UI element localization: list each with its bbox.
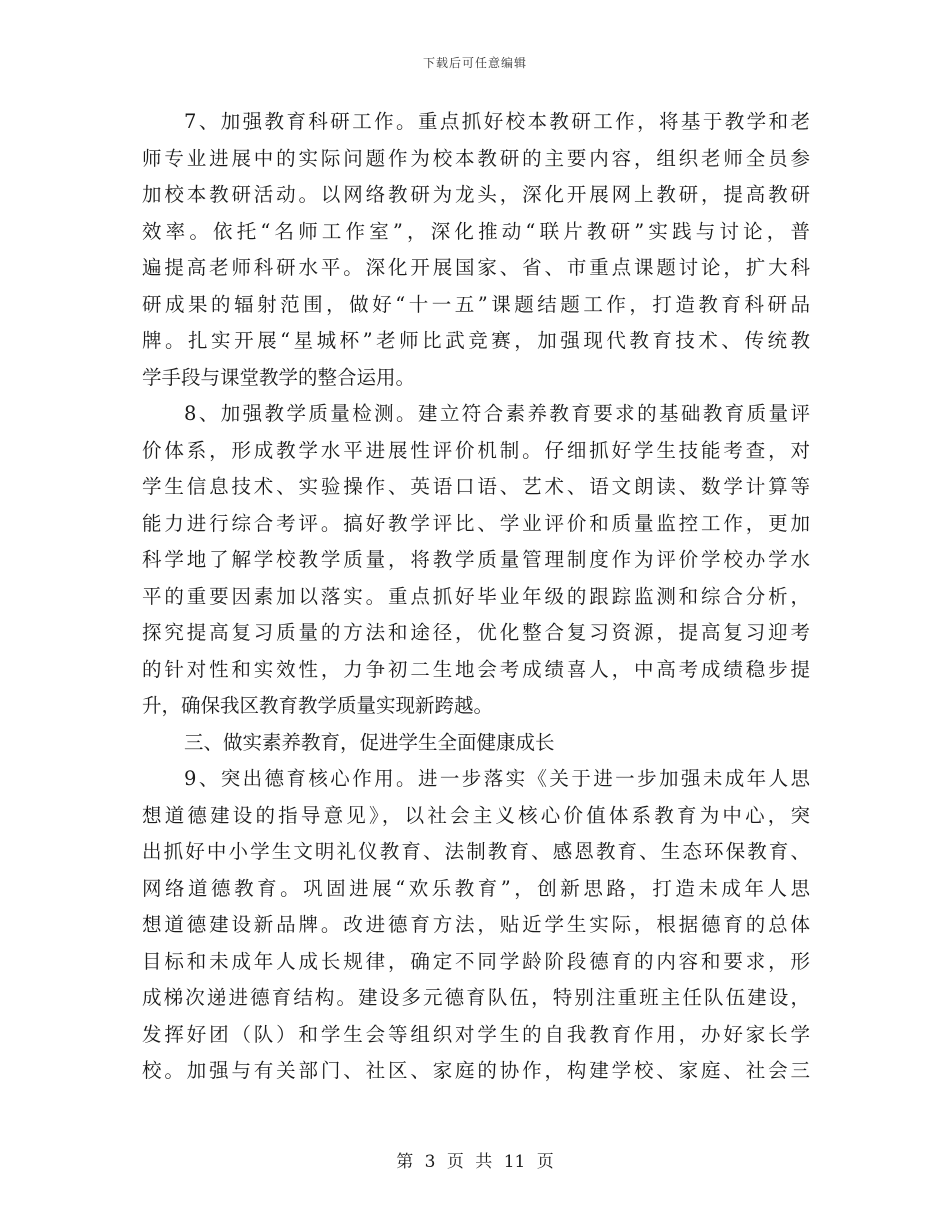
text-line: 探究提高复习质量的方法和途径，优化整合复习资源，提高复习迎考: [142, 621, 810, 644]
section-heading: [142, 725, 810, 762]
text-line: 升，确保我区教育教学质量实现新跨越。: [142, 694, 494, 717]
text-line: 科学地了解学校教学质量，将教学质量管理制度作为评价学校办学水: [142, 548, 810, 571]
text-line: 发挥好团（队）和学生会等组织对学生的自我教育作用，办好家长学: [142, 1022, 810, 1046]
text-line: 加校本教研活动。以网络教研为龙头，深化开展网上教研，提高教研: [142, 183, 810, 206]
text-line: 研成果的辐射范围，做好“十一五”课题结题工作，打造教育科研品: [142, 292, 810, 316]
text-line: 7、加强教育科研工作。重点抓好校本教研工作，将基于教学和老: [184, 110, 810, 133]
text-line: 校。加强与有关部门、社区、家庭的协作，构建学校、家庭、社会三: [142, 1059, 810, 1082]
text-line: 效率。依托“名师工作室”，深化推动“联片教研”实践与讨论，普: [142, 219, 810, 243]
text-line: 学生信息技术、实验操作、英语口语、艺术、语文朗读、数学计算等: [142, 475, 810, 498]
text-line: 师专业进展中的实际问题作为校本教研的主要内容，组织老师全员参: [142, 146, 810, 170]
text-line: 目标和未成年人成长规律，确定不同学龄阶段德育的内容和要求，形: [142, 949, 810, 973]
section-heading-text: 三、做实素养教育，促进学生全面健康成长: [184, 730, 555, 754]
text-line: 想道德建设新品牌。改进德育方法，贴近学生实际，根据德育的总体: [142, 913, 810, 936]
text-line: 网络道德教育。巩固进展“欢乐教育”，创新思路，打造未成年人思: [142, 876, 810, 900]
text-line: 的针对性和实效性，力争初二生地会考成绩喜人，中高考成绩稳步提: [142, 657, 810, 681]
paragraph-7: [142, 104, 810, 396]
text-line: 平的重要因素加以落实。重点抓好毕业年级的跟踪监测和综合分析，: [142, 584, 810, 608]
document-body: [142, 104, 810, 1090]
text-line: 学手段与课堂教学的整合运用。: [142, 365, 416, 389]
text-line: 出抓好中小学生文明礼仪教育、法制教育、感恩教育、生态环保教育、: [142, 840, 810, 863]
paragraph-8: [142, 396, 810, 725]
text-line: 牌。扎实开展“星城杯”老师比武竞赛，加强现代教育技术、传统教: [142, 329, 810, 352]
text-line: 9、突出德育核心作用。进一步落实《关于进一步加强未成年人思: [184, 767, 810, 790]
text-line: 成梯次递进德育结构。建设多元德育队伍，特别注重班主任队伍建设，: [142, 986, 810, 1009]
text-line: 遍提高老师科研水平。深化开展国家、省、市重点课题讨论，扩大科: [142, 256, 810, 279]
text-line: 价体系，形成教学水平进展性评价机制。仔细抓好学生技能考查，对: [142, 438, 810, 462]
text-line: 想道德建设的指导意见》，以社会主义核心价值体系教育为中心，突: [142, 803, 810, 827]
text-line: 8、加强教学质量检测。建立符合素养教育要求的基础教育质量评: [184, 402, 810, 425]
paragraph-9: [142, 761, 810, 1090]
text-line: 能力进行综合考评。搞好教学评比、学业评价和质量监控工作，更加: [142, 511, 810, 535]
page-number: 第 3 页 共 11 页: [396, 1152, 554, 1172]
page-header: 下载后可任意编辑: [422, 56, 527, 70]
